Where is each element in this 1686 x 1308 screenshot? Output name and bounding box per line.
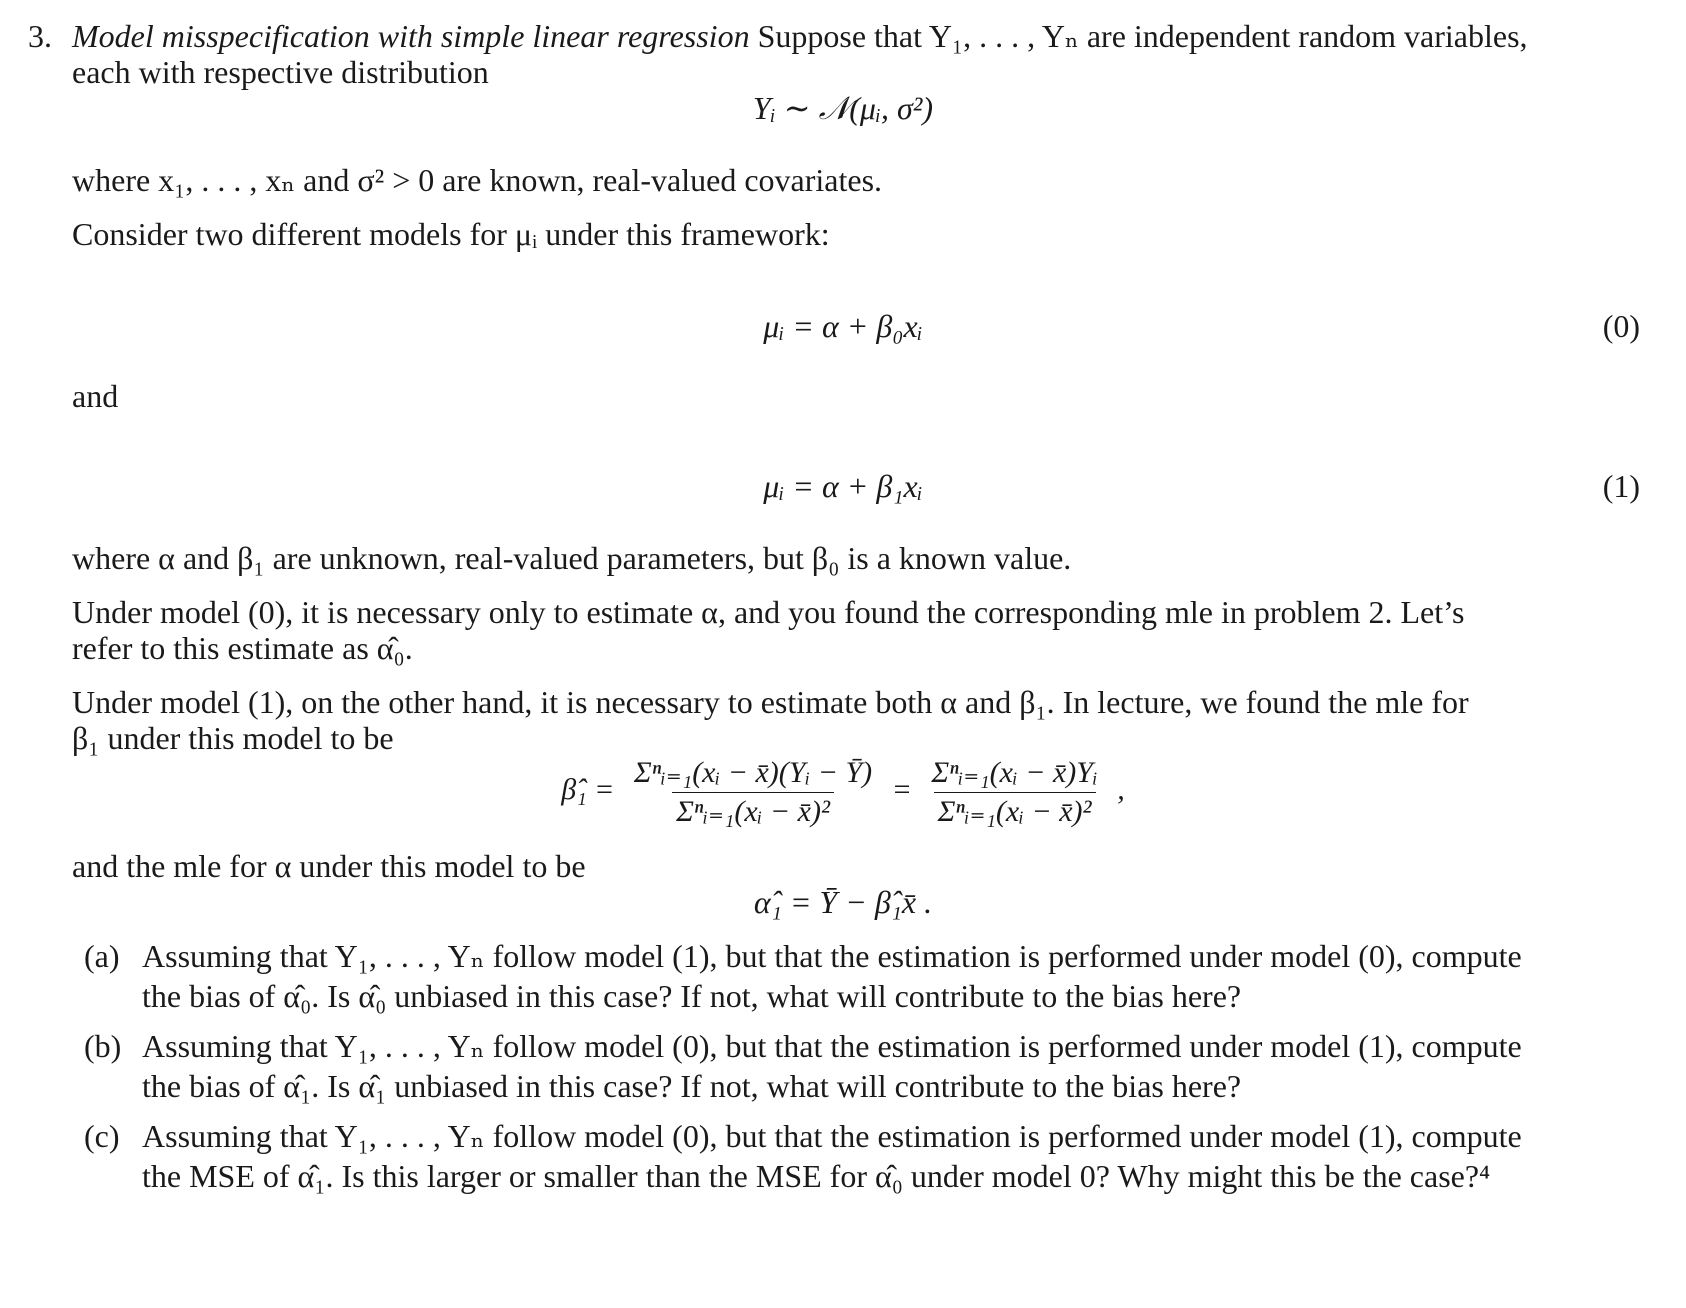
beta-mle-equation bbox=[0, 754, 1686, 830]
covariates-text: where x₁, . . . , xₙ and σ² > 0 are known, real-valued covariates. bbox=[72, 162, 883, 198]
and-text: and bbox=[72, 378, 119, 414]
model0-equation: μᵢ = α + β₀xᵢ bbox=[763, 308, 923, 344]
part-b bbox=[84, 1026, 1644, 1106]
problem-intro: Suppose that Y₁, . . . , Yₙ are independent random variables, bbox=[757, 18, 1528, 54]
part-line: Assuming that Y₁, . . . , Yₙ follow model (0), but that the estimation is performed under model (1), compute bbox=[142, 1028, 1522, 1064]
problem-number: 3. bbox=[28, 18, 52, 54]
beta-hat-lhs: β̂₁ = bbox=[561, 772, 615, 806]
part-line: Assuming that Y₁, . . . , Yₙ follow model (0), but that the estimation is performed under model (1), compute bbox=[142, 1118, 1522, 1154]
beta-comma: , bbox=[1117, 772, 1125, 806]
part-line: the MSE of α̂₁. Is this larger or smaller than the MSE for α̂₀ under model 0? Why might this be the case?⁴ bbox=[142, 1158, 1491, 1194]
beta-equals: = bbox=[891, 772, 912, 806]
parameters-text: where α and β₁ are unknown, real-valued parameters, but β₀ is a known value. bbox=[72, 540, 1072, 576]
part-line: the bias of α̂₀. Is α̂₀ unbiased in this case? If not, what will contribute to the bias here? bbox=[142, 978, 1242, 1014]
beta-numerator-2: Σⁿᵢ₌₁(xᵢ − x̄)Yᵢ bbox=[931, 756, 1098, 789]
problem-intro-line1 bbox=[72, 16, 1652, 56]
alpha-mle-equation: α̂₁ = Ȳ − β̂₁x̄ . bbox=[753, 884, 933, 920]
part-label: (c) bbox=[84, 1118, 120, 1154]
part-label: (a) bbox=[84, 938, 120, 974]
beta-denominator-1: Σⁿᵢ₌₁(xᵢ − x̄)² bbox=[672, 792, 834, 831]
distribution-equation: Yᵢ ∼ 𝒩(μᵢ, σ²) bbox=[752, 90, 934, 126]
part-line: the bias of α̂₁. Is α̂₁ unbiased in this case? If not, what will contribute to the bias here? bbox=[142, 1068, 1242, 1104]
model1-estimate-line2: β₁ under this model to be bbox=[72, 720, 394, 756]
model0-number: (0) bbox=[1602, 308, 1640, 344]
model0-estimate-line1: Under model (0), it is necessary only to estimate α, and you found the corresponding mle in problem 2. Let’s bbox=[72, 594, 1465, 630]
model1-estimate-line1: Under model (1), on the other hand, it is necessary to estimate both α and β₁. In lecture, we found the mle for bbox=[72, 684, 1469, 720]
beta-fraction-2 bbox=[927, 754, 1101, 830]
model1-equation: μᵢ = α + β₁xᵢ bbox=[763, 468, 923, 504]
beta-fraction-1 bbox=[630, 754, 876, 830]
consider-text: Consider two different models for μᵢ under this framework: bbox=[72, 216, 830, 252]
problem-intro-line2: each with respective distribution bbox=[72, 54, 489, 90]
part-line: Assuming that Y₁, . . . , Yₙ follow model (1), but that the estimation is performed under model (0), compute bbox=[142, 938, 1522, 974]
part-label: (b) bbox=[84, 1028, 122, 1064]
problem-title: Model misspecification with simple linear regression bbox=[72, 18, 750, 54]
beta-denominator-2: Σⁿᵢ₌₁(xᵢ − x̄)² bbox=[934, 792, 1096, 831]
alpha-mle-text: and the mle for α under this model to be bbox=[72, 848, 586, 884]
model1-number: (1) bbox=[1602, 468, 1640, 504]
beta-numerator-1: Σⁿᵢ₌₁(xᵢ − x̄)(Yᵢ − Ȳ) bbox=[633, 756, 873, 789]
part-a bbox=[84, 936, 1644, 1016]
model0-estimate-line2: refer to this estimate as α̂₀. bbox=[72, 630, 413, 666]
part-c bbox=[84, 1116, 1644, 1196]
